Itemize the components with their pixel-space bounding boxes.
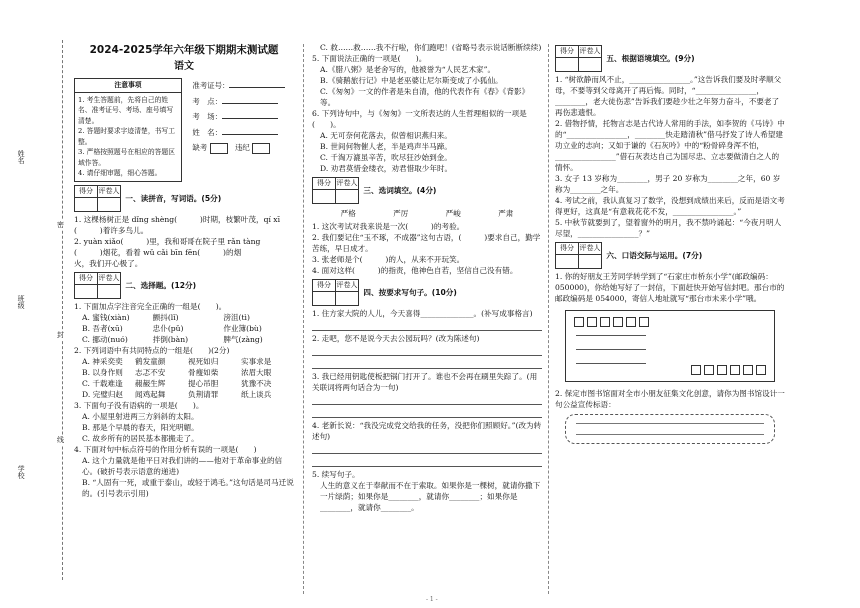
address-line[interactable]	[576, 349, 646, 350]
question: 2. yuàn xiǎo( )里，我和哥哥在院子里 rǎn tàng	[74, 236, 261, 246]
answer-line[interactable]	[312, 456, 542, 467]
question: 4. 面对这样( )的指责，他神色自若，坚信自己没有错。	[312, 266, 518, 275]
score-cell[interactable]	[556, 58, 579, 72]
score-cell[interactable]	[313, 190, 336, 204]
question: 3. 下面句子没有语病的一项是( )。	[74, 400, 204, 410]
answer-line[interactable]	[312, 358, 542, 369]
question: 3. 我已经用钥匙使板把锅门打开了。谁也不会再在刷里失踪了。(用关联词将两句话合为一句)	[312, 372, 538, 392]
slogan-line[interactable]	[576, 434, 764, 435]
exam-title: 2024-2025学年六年级下期期末测试题	[89, 44, 279, 56]
score-cell[interactable]	[75, 284, 98, 298]
question-text: 人生的意义在于奉献而不在于索取。如果你是一棵树，就请你撒下一片绿荫；如果你是________，就请你________；如果你是________，就请你________。	[320, 481, 541, 512]
class-label: 班级	[17, 295, 26, 309]
question: 6. 下列诗句中，与《匆匆》一文所表达的人生哲理相似的一项是( )。	[312, 109, 527, 129]
name-label: 姓名	[17, 150, 26, 164]
section-3-header	[312, 177, 542, 204]
section-1-title: 一、读拼音，写词语。(5分)	[125, 193, 222, 203]
option: 负荆请罪	[188, 389, 219, 399]
name-label: 姓 名：	[192, 127, 222, 137]
section-6-title: 六、口语交际与运用。(7分)	[606, 251, 703, 260]
question: ( )着许多鸟儿。	[74, 225, 149, 235]
question: 3. 女子 13 岁称为________，男子 20 岁称为________之年，60 岁称为________之年。	[555, 174, 781, 194]
option: 志忑不安	[135, 367, 166, 377]
option: 纸上谈兵	[241, 389, 272, 399]
word: 严格	[340, 209, 356, 218]
column-2	[312, 42, 542, 594]
question: 1. 你的好朋友王芳同学转学到了“石家庄市桥东小学”(邮政编码：050000)，你给她写好了一封信，下面赶快开始写信封吧。那台市的邮政编码是 054000，寄信人地址就写“那台市未来小学”哦。	[555, 272, 785, 303]
question: 5. 中秋节就要到了，望着窗外的明月，我不禁吟诵起：“今夜月明人尽望，________________？”	[555, 218, 782, 238]
question: 4. 老新长说：“我没完成党交给我的任务，没把你们照顾好。”(改为转述句)	[312, 421, 542, 441]
sender-postcode-boxes[interactable]	[691, 365, 766, 375]
grader-cell[interactable]	[98, 197, 121, 211]
grader-cell[interactable]	[98, 284, 121, 298]
answer-line[interactable]	[312, 407, 542, 418]
cut-line	[62, 40, 63, 580]
option: 浓眉大眼	[241, 367, 272, 377]
word: 严峻	[445, 209, 461, 218]
score-cell[interactable]	[556, 255, 579, 269]
question: 1. “树欲静而风不止，________________。”这告诉我们要及时孝顺父母，不要等到父母离开了再后悔。同时，“________________，________，老大徒伤悲”告诉我们要趁少壮之年努力奋斗，不要老了再伤悲遗恨。	[555, 75, 782, 117]
score-label: 得分	[313, 280, 336, 292]
room-label: 考 场：	[192, 112, 222, 122]
option: B. 那是个早晨的春天，阳光明媚。	[82, 422, 199, 432]
section-4-title: 四、按要求写句子。(10分)	[363, 288, 457, 297]
answer-line[interactable]	[312, 320, 542, 331]
option: A. 这个力量就是他平日对我们讲的——他对于革命事业的信心。(破折号表示语意的递进)	[82, 455, 283, 476]
mark-box[interactable]	[252, 143, 270, 154]
notice-item: 4. 请仔细审题，细心答题。	[78, 169, 162, 178]
option: 脾气(zàng)	[223, 334, 263, 344]
option: B.《骑鹅旅行记》中是老巫婆让尼尔斯变成了小狐仙。	[320, 76, 503, 85]
option: B. “人固有一死，或重于泰山，或轻于鸿毛。”这句话是司马迁说的。(引号表示引用)	[82, 477, 294, 498]
question: 5. 下面说法正确的一项是( )。	[312, 54, 427, 63]
grader-cell[interactable]	[336, 190, 359, 204]
option: 滂沮(tì)	[223, 312, 250, 322]
option: D. 劝君莫惜金缕衣，劝君惜取少年时。	[320, 164, 453, 173]
score-label: 得分	[556, 46, 579, 58]
option: A. 无可奈何花落去，似曾相识燕归来。	[320, 131, 452, 140]
section-2-header	[74, 272, 294, 299]
score-label: 得分	[313, 178, 336, 190]
score-cell[interactable]	[313, 292, 336, 306]
section-5-header	[555, 45, 785, 72]
option: 实事求是	[241, 356, 272, 366]
room-field[interactable]	[222, 118, 278, 119]
option: 忠仆(pǔ)	[152, 323, 184, 333]
section-3-title: 三、选词填空。(4分)	[363, 186, 437, 195]
option: B. 吾者(xū)	[82, 323, 123, 333]
question: 1. 这次考试对我来说是一次( )的考验。	[312, 222, 465, 231]
score-label: 得分	[75, 185, 98, 197]
binding-margin	[6, 40, 64, 580]
section-1-header	[74, 185, 294, 212]
page-number: - 1 -	[426, 596, 438, 603]
option: C. 救……救……我不行啦，你们跑吧！(省略号表示说话断断续续)	[320, 43, 542, 52]
address-line[interactable]	[576, 363, 646, 364]
cut-mark-1: 密	[57, 221, 64, 229]
question: 2. 借物抒情，托物言志是古代诗人常用的手法，如李贺的《马诗》中的“________________，________快走踏清秋”借马抒发了诗人希望建功立业的志向；又如于谦的《石灰吟》中的“粉骨碎身浑不怕，________________”借石灰表达自己为国尽忠、立志要做清白之人的情怀。	[555, 119, 785, 172]
seat-label: 考 点：	[192, 96, 222, 106]
exam-subject: 语文	[174, 60, 194, 72]
option: 作业簿(bù)	[223, 323, 262, 333]
question: 2. 我们要记住“玉不琢，不成器”这句古语，( )要求自己，勤学苦练，早日成才。	[312, 233, 541, 253]
grader-label: 评卷人	[98, 272, 121, 284]
school-label: 学校	[17, 465, 26, 479]
option: B. 以身作则	[82, 367, 123, 377]
question: 2. 保定市图书馆面对全市小朋友征集文化创意，请你为图书馆设计一句公益宣传标语：	[555, 389, 785, 409]
grader-label: 评卷人	[579, 46, 602, 58]
question: 1. 住方家大院的人儿，今天喜得______________。(补写成事格言)	[312, 309, 533, 318]
question: 1. 这棵杨树正是 dǐng shèng( )时期，枝繁叶茂，qí xī	[74, 214, 280, 224]
option-grid	[74, 356, 294, 400]
option: 视死如归	[188, 356, 219, 366]
slogan-line[interactable]	[576, 423, 764, 424]
exam-no-field[interactable]	[229, 87, 285, 88]
name-field[interactable]	[222, 134, 278, 135]
notice-item: 2. 答题时要求字迹清楚，书写工整。	[78, 127, 176, 146]
question: 1. 下面加点字注音完全正确的一组是( )。	[74, 301, 227, 311]
grader-label: 评卷人	[579, 243, 602, 255]
notice-box	[74, 78, 182, 182]
section-6-header	[555, 242, 785, 269]
option: 骨瘦如柴	[188, 367, 219, 377]
option: D. 完璧归赵	[82, 389, 124, 399]
mark-label: 违纪	[234, 143, 250, 153]
envelope	[565, 310, 775, 382]
score-box	[312, 177, 359, 204]
option: 鹤发童颜	[135, 356, 166, 366]
grader-label: 评卷人	[98, 185, 121, 197]
notice-title: 注意事项	[75, 79, 181, 93]
absent-label: 缺考	[192, 143, 208, 153]
address-line[interactable]	[576, 335, 646, 336]
question: 4. 考试之前，我认真复习了数学，没想到成绩出来后，反而是语文考得更好，这真是“有意栽花花不发，________________。”	[555, 196, 785, 216]
postcode-boxes[interactable]	[574, 317, 649, 327]
grader-cell[interactable]	[579, 255, 602, 269]
grader-label: 评卷人	[336, 178, 359, 190]
column-divider	[548, 44, 549, 594]
question: 5. 续写句子。	[312, 470, 360, 479]
option: 拌倒(bàn)	[152, 334, 189, 344]
exam-no-label: 准考证号：	[192, 81, 230, 91]
answer-line[interactable]	[312, 345, 542, 356]
option: C. 挪动(nuó)	[82, 334, 128, 344]
grader-label: 评卷人	[336, 280, 359, 292]
option: 赧赧生辉	[135, 378, 166, 388]
slogan-box[interactable]	[565, 414, 775, 444]
option: 犹豫不决	[241, 378, 272, 388]
score-box	[74, 185, 121, 212]
word: 严肃	[498, 209, 514, 218]
question: 2. 下列词语中有共同特点的一组是( )(2分)	[74, 345, 230, 355]
option: B. 世间何物催人老，半是鸡声半马蹄。	[320, 142, 452, 151]
question: ( )烟花，看着 wǔ cǎi bīn fēn( )的烟	[74, 247, 242, 257]
option: A. 神采奕奕	[82, 356, 123, 366]
notice-item: 3. 严格按照题号在相应的答题区域作答。	[78, 148, 176, 167]
option: 提心吊胆	[188, 378, 219, 388]
section-4-header	[312, 279, 542, 306]
score-box	[312, 279, 359, 306]
column-3	[555, 42, 785, 594]
word-bank	[312, 206, 542, 221]
score-label: 得分	[556, 243, 579, 255]
option: C. 千淘万漉虽辛苦，吹尽狂沙始到金。	[320, 153, 452, 162]
notice-item: 1. 考生答题前，先将自己的姓名、准考证号、考场、座号填写清楚。	[78, 95, 174, 125]
cut-mark-2: 封	[57, 331, 64, 339]
score-box	[74, 272, 121, 299]
option: C. 千载难逢	[82, 378, 123, 388]
question: 火，我们开心极了。	[74, 258, 143, 268]
absent-box[interactable]	[210, 143, 228, 154]
word: 严厉	[393, 209, 409, 218]
section-2-title: 二、选择题。(12分)	[125, 280, 197, 290]
option: A.《腊八粥》是老舍写的，他被誉为“人民艺术家”。	[320, 65, 496, 74]
cut-mark-3: 线	[57, 436, 64, 444]
score-cell[interactable]	[75, 197, 98, 211]
option: A. 蜜钱(xiàn)	[82, 312, 130, 322]
option: 闻鸡起舞	[135, 389, 166, 399]
question: 2. 走吧，您不是说今天去公园玩吗？(改为陈述句)	[312, 334, 480, 343]
candidate-info	[192, 78, 285, 156]
score-box	[555, 242, 602, 269]
question: 4. 下面对句中标点符号的作用分析有误的一项是( )	[74, 444, 257, 454]
column-1	[74, 42, 294, 594]
score-label: 得分	[75, 272, 98, 284]
score-box	[555, 45, 602, 72]
question: 3. 张老师是个( )的人，从来不开玩笑。	[312, 255, 465, 264]
section-5-title: 五、根据语境填空。(9分)	[606, 54, 695, 63]
option: C. 故乡所有的居民基本都搬走了。	[82, 433, 199, 443]
grader-cell[interactable]	[579, 58, 602, 72]
option: C.《匆匆》一文的作者是朱自清，他的代表作有《春》《背影》等。	[320, 87, 530, 107]
grader-cell[interactable]	[336, 292, 359, 306]
column-divider	[303, 44, 304, 594]
option-grid	[74, 312, 294, 345]
seat-field[interactable]	[222, 103, 278, 104]
answer-line[interactable]	[312, 394, 542, 405]
answer-line[interactable]	[312, 443, 542, 454]
option: 颤抖(lǐ)	[152, 312, 179, 322]
option: A. 小屋里射进两三方斜斜的太阳。	[82, 411, 199, 421]
